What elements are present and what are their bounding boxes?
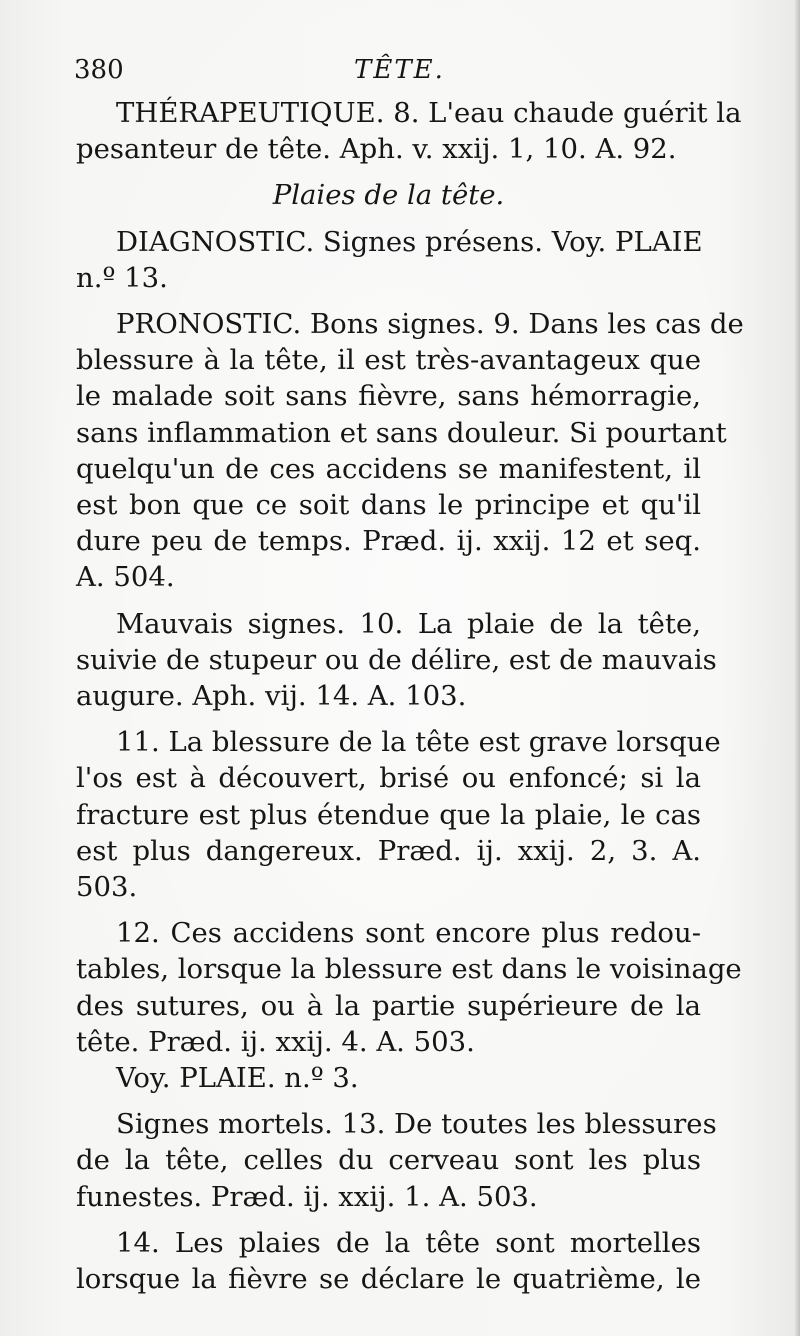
text-line: 503. <box>76 871 138 904</box>
page-body <box>76 95 744 1297</box>
text-line: funestes. Præd. ij. xxij. 1. A. 503. <box>76 1180 538 1213</box>
text-line: sans inflammation et sans douleur. Si pourtant <box>76 416 727 449</box>
text-line: suivie de stupeur ou de délire, est de mauvais <box>76 643 717 676</box>
text-line: tête. Præd. ij. xxij. 4. A. 503. <box>76 1025 475 1058</box>
text-line: lorsque la fièvre se déclare le quatrième, le <box>76 1263 701 1296</box>
text-line: Signes mortels. 13. De toutes les blessures <box>116 1108 717 1141</box>
paragraph-gap <box>76 296 701 306</box>
paragraph-gap <box>76 905 701 915</box>
page-number: 380 <box>74 55 124 85</box>
text-line: est bon que ce soit dans le principe et qu'il <box>76 489 701 522</box>
text-line: l'os est à découvert, brisé ou enfoncé; si la <box>76 762 701 795</box>
text-line: 14. Les plaies de la tête sont mortelles <box>116 1226 701 1259</box>
text-line: des sutures, ou à la partie supérieure de la <box>76 989 701 1022</box>
text-line: blessure à la tête, il est très-avantageux que <box>76 344 701 377</box>
text-line: est plus dangereux. Præd. ij. xxij. 2, 3. A. <box>76 834 701 867</box>
text-line: de la tête, celles du cerveau sont les plus <box>76 1144 701 1177</box>
text-line: quelqu'un de ces accidens se manifestent, il <box>76 452 701 485</box>
paragraph-gap <box>76 1215 701 1225</box>
text-line: le malade soit sans fièvre, sans hémorragie, <box>76 380 701 413</box>
text-line: augure. Aph. vij. 14. A. 103. <box>76 680 467 713</box>
paragraph-gap <box>76 214 701 224</box>
text-line: Voy. PLAIE. n.º 3. <box>116 1062 359 1095</box>
text-line: n.º 13. <box>76 261 168 294</box>
text-line: Mauvais signes. 10. La plaie de la tête, <box>116 607 701 640</box>
paragraph-gap <box>76 596 701 606</box>
text-line: dure peu de temps. Præd. ij. xxij. 12 et seq. <box>76 525 701 558</box>
text-line: 12. Ces accidens sont encore plus redou- <box>116 917 701 950</box>
text-line: pesanteur de tête. Aph. v. xxij. 1, 10. A. 92. <box>76 133 677 166</box>
text-line: fracture est plus étendue que la plaie, le cas <box>76 798 701 831</box>
text-line: 11. La blessure de la tête est grave lorsque <box>116 726 721 759</box>
text-line: DIAGNOSTIC. Signes présens. Voy. PLAIE <box>116 225 703 258</box>
text-line: A. 504. <box>76 561 175 594</box>
page-edge-shadow <box>794 0 800 1336</box>
section-heading: Plaies de la tête. <box>272 179 505 212</box>
page-header <box>74 55 704 95</box>
paragraph-gap <box>76 714 701 724</box>
text-line: THÉRAPEUTIQUE. 8. L'eau chaude guérit la <box>116 97 742 129</box>
running-head: TÊTE. <box>354 55 445 85</box>
paragraph-gap <box>76 167 701 177</box>
text-line: tables, lorsque la blessure est dans le voisinage <box>76 953 742 986</box>
paragraph-gap <box>76 1096 701 1106</box>
text-line: PRONOSTIC. Bons signes. 9. Dans les cas de <box>116 308 744 341</box>
